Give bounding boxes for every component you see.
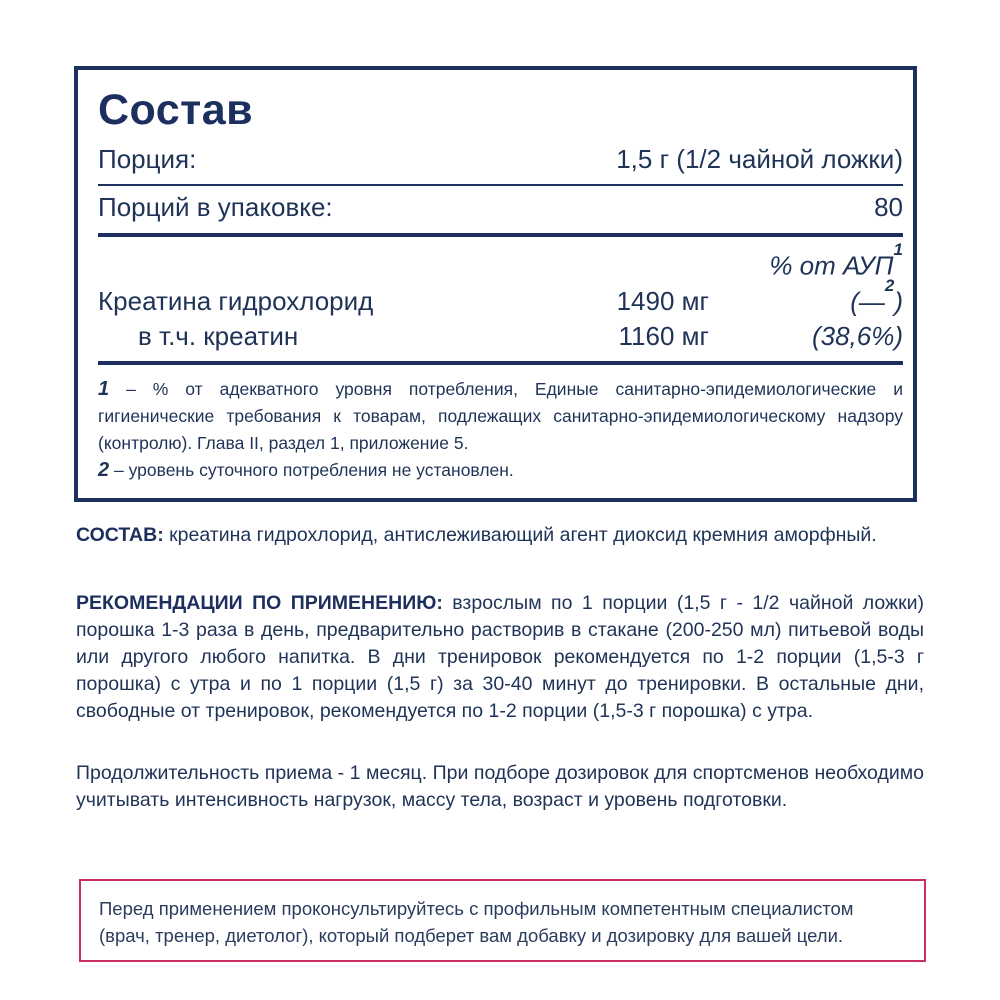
recommendations-text: взрослым по 1 порции (1,5 г - 1/2 чайной ложки) порошка 1-3 раза в день, предварительно растворив в стакане (200-250 мл) питьевой воды или другого любого напитка. В дни тренировок рекомендуется по 1-2 порции (1,5-3 г порошка) с утра и по 1 порции (1,5 г) за 30-40 минут до тренировки. В остальные дни, свободные от тренировок, рекомендуется по 1-2 порции (1,5-3 г порошка) с утра. <box>76 592 924 722</box>
servings-label: Порций в упаковке: <box>98 192 333 222</box>
recommendations-paragraph <box>76 590 924 725</box>
footnote-ref: 1 <box>893 240 903 259</box>
footnote-text: – уровень суточного потребления не установлен. <box>109 460 514 480</box>
composition-text: креатина гидрохлорид, антислеживающий агент диоксид кремния аморфный. <box>163 524 877 546</box>
panel-title: Состав <box>98 86 254 134</box>
divider-thick <box>98 233 903 237</box>
ingredient-dv: (38,6%) <box>811 321 903 351</box>
ingredient-amount: 1160 мг <box>618 321 709 351</box>
ingredient-amount: 1490 мг <box>616 286 709 316</box>
duration-paragraph: Продолжительность приема - 1 месяц. При подборе дозировок для спортсменов необходимо учитывать интенсивность нагрузок, массу тела, возраст и уровень подготовки. <box>76 762 924 811</box>
portion-value: 1,5 г (1/2 чайной ложки) <box>616 144 903 174</box>
footnote-number: 2 <box>98 459 110 481</box>
recommendations-label: РЕКОМЕНДАЦИИ ПО ПРИМЕНЕНИЮ: <box>76 592 443 614</box>
ingredient-name: в т.ч. креатин <box>138 321 299 351</box>
footnotes <box>98 376 903 484</box>
footnote <box>98 457 903 484</box>
divider <box>98 184 903 186</box>
ingredient-name: Креатина гидрохлорид <box>98 286 374 316</box>
divider-thick <box>98 361 903 365</box>
composition-label: СОСТАВ: <box>76 524 164 546</box>
dv-header: % от АУП$^1$ <box>769 240 903 281</box>
footnote-ref: 2 <box>884 276 895 295</box>
ingredient-dv: (—$^2$) <box>850 276 903 317</box>
footnote-text: – % от адекватного уровня потребления, Единые санитарно-эпидемиологические и гигиенические требования к товарам, подлежащих санитарно-эпидемиологическому надзору (контролю). Глава II, раздел 1, приложение 5. <box>98 379 903 453</box>
servings-value: 80 <box>874 192 903 222</box>
portion-label: Порция: <box>98 144 197 174</box>
composition-paragraph <box>76 522 924 549</box>
warning-box: Перед применением проконсультируйтесь с профильным компетентным специалистом (врач, тренер, диетолог), который подберет вам добавку и дозировку для вашей цели. <box>79 879 926 962</box>
footnote-number: 1 <box>98 378 110 400</box>
supplement-facts-panel <box>74 66 917 502</box>
footnote <box>98 376 903 457</box>
